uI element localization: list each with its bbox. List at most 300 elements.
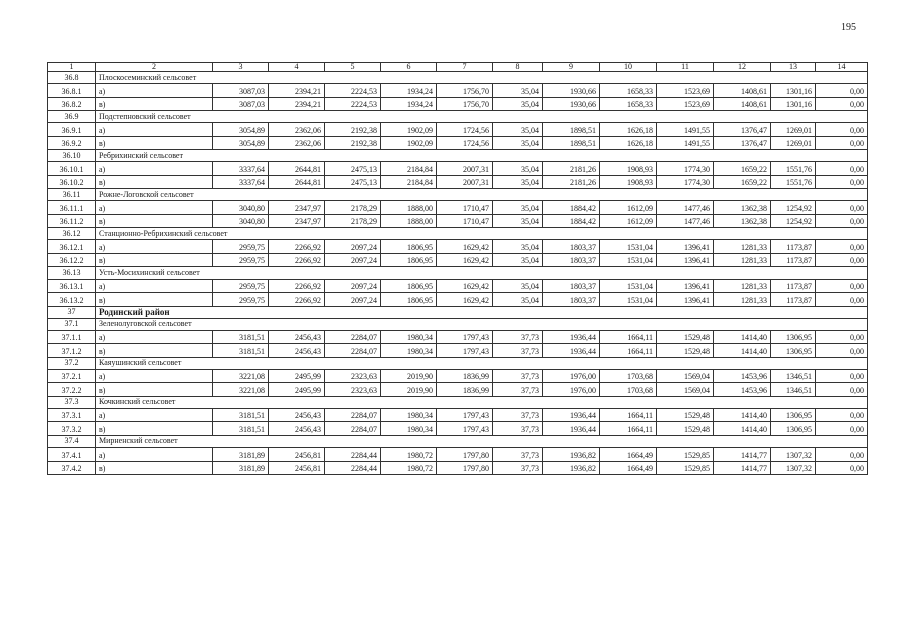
value-cell: 1756,70	[437, 84, 493, 98]
value-cell: 2347,97	[269, 214, 325, 228]
column-number-header: 1	[48, 63, 96, 72]
value-cell: 3181,89	[213, 448, 269, 462]
value-cell: 1529,48	[657, 344, 714, 358]
table-row	[48, 214, 868, 228]
settlement-header-row	[48, 435, 868, 447]
value-cell: 1612,09	[600, 201, 657, 215]
settlement-header-row	[48, 228, 868, 240]
value-cell: 1908,93	[600, 162, 657, 176]
row-code: 36.9	[48, 111, 96, 123]
row-variant: а)	[96, 448, 213, 462]
value-cell: 37,73	[493, 369, 543, 383]
value-cell: 3054,89	[213, 136, 269, 150]
value-cell: 1724,56	[437, 123, 493, 137]
value-cell: 0,00	[816, 175, 868, 189]
value-cell: 1664,11	[600, 344, 657, 358]
value-cell: 0,00	[816, 344, 868, 358]
value-cell: 1306,95	[771, 344, 816, 358]
value-cell: 1888,00	[381, 214, 437, 228]
value-cell: 1306,95	[771, 422, 816, 436]
value-cell: 1884,42	[543, 201, 600, 215]
value-cell: 1664,49	[600, 448, 657, 462]
value-cell: 2362,06	[269, 136, 325, 150]
table-row	[48, 175, 868, 189]
value-cell: 1902,09	[381, 123, 437, 137]
value-cell: 35,04	[493, 136, 543, 150]
value-cell: 2347,97	[269, 201, 325, 215]
value-cell: 2266,92	[269, 240, 325, 254]
value-cell: 2284,44	[325, 448, 381, 462]
table-row	[48, 240, 868, 254]
table-row	[48, 383, 868, 397]
value-cell: 2456,43	[269, 330, 325, 344]
settlement-name: Подстепновский сельсовет	[96, 111, 868, 123]
value-cell: 2097,24	[325, 279, 381, 293]
value-cell: 1797,43	[437, 408, 493, 422]
settlement-header-row	[48, 318, 868, 330]
value-cell: 1664,49	[600, 461, 657, 475]
settlement-name: Мирненский сельсовет	[96, 435, 868, 447]
table-row	[48, 123, 868, 137]
row-code: 36.8	[48, 72, 96, 84]
value-cell: 35,04	[493, 123, 543, 137]
row-code: 36.11	[48, 189, 96, 201]
value-cell: 2959,75	[213, 279, 269, 293]
value-cell: 1529,85	[657, 461, 714, 475]
value-cell: 2475,13	[325, 162, 381, 176]
value-cell: 2192,38	[325, 123, 381, 137]
table-row	[48, 97, 868, 111]
value-cell: 1414,40	[714, 422, 771, 436]
value-cell: 1797,80	[437, 461, 493, 475]
value-cell: 35,04	[493, 279, 543, 293]
value-cell: 1529,48	[657, 408, 714, 422]
settlement-header-row	[48, 111, 868, 123]
value-cell: 1629,42	[437, 293, 493, 307]
value-cell: 37,73	[493, 461, 543, 475]
column-number-row	[48, 63, 868, 72]
value-cell: 1306,95	[771, 330, 816, 344]
value-cell: 1306,95	[771, 408, 816, 422]
value-cell: 1976,00	[543, 369, 600, 383]
row-code: 37.2.1	[48, 369, 96, 383]
row-variant: в)	[96, 422, 213, 436]
value-cell: 1888,00	[381, 201, 437, 215]
row-variant: в)	[96, 136, 213, 150]
column-number-header: 3	[213, 63, 269, 72]
value-cell: 0,00	[816, 97, 868, 111]
value-cell: 1269,01	[771, 136, 816, 150]
value-cell: 2019,90	[381, 369, 437, 383]
value-cell: 0,00	[816, 448, 868, 462]
value-cell: 2284,44	[325, 461, 381, 475]
value-cell: 1396,41	[657, 293, 714, 307]
row-variant: а)	[96, 240, 213, 254]
table-row	[48, 344, 868, 358]
value-cell: 1980,34	[381, 344, 437, 358]
value-cell: 1756,70	[437, 97, 493, 111]
row-variant: в)	[96, 461, 213, 475]
value-cell: 1659,22	[714, 162, 771, 176]
value-cell: 1806,95	[381, 293, 437, 307]
value-cell: 1551,76	[771, 162, 816, 176]
value-cell: 3054,89	[213, 123, 269, 137]
value-cell: 1703,68	[600, 369, 657, 383]
value-cell: 1806,95	[381, 240, 437, 254]
value-cell: 1980,34	[381, 408, 437, 422]
value-cell: 3221,08	[213, 383, 269, 397]
value-cell: 2184,84	[381, 162, 437, 176]
value-cell: 1307,32	[771, 448, 816, 462]
value-cell: 1803,37	[543, 279, 600, 293]
row-variant: в)	[96, 383, 213, 397]
table-row	[48, 253, 868, 267]
value-cell: 1936,82	[543, 448, 600, 462]
value-cell: 1936,44	[543, 408, 600, 422]
value-cell: 1281,33	[714, 253, 771, 267]
value-cell: 3181,51	[213, 344, 269, 358]
value-cell: 35,04	[493, 293, 543, 307]
value-cell: 35,04	[493, 201, 543, 215]
value-cell: 1491,55	[657, 123, 714, 137]
value-cell: 1936,44	[543, 344, 600, 358]
value-cell: 0,00	[816, 162, 868, 176]
column-number-header: 7	[437, 63, 493, 72]
value-cell: 1629,42	[437, 253, 493, 267]
value-cell: 1346,51	[771, 383, 816, 397]
value-cell: 1659,22	[714, 175, 771, 189]
value-cell: 1281,33	[714, 240, 771, 254]
row-variant: в)	[96, 253, 213, 267]
value-cell: 3181,89	[213, 461, 269, 475]
value-cell: 1408,61	[714, 97, 771, 111]
settlement-name: Зеленолуговской сельсовет	[96, 318, 868, 330]
column-number-header: 8	[493, 63, 543, 72]
value-cell: 1836,99	[437, 383, 493, 397]
value-cell: 1362,38	[714, 214, 771, 228]
value-cell: 2097,24	[325, 293, 381, 307]
value-cell: 2007,31	[437, 175, 493, 189]
settlement-header-row	[48, 189, 868, 201]
value-cell: 1307,32	[771, 461, 816, 475]
value-cell: 1898,51	[543, 123, 600, 137]
value-cell: 1803,37	[543, 293, 600, 307]
row-code: 36.12	[48, 228, 96, 240]
column-number-header: 11	[657, 63, 714, 72]
value-cell: 2644,81	[269, 162, 325, 176]
settlement-header-row	[48, 150, 868, 162]
value-cell: 2178,29	[325, 201, 381, 215]
row-variant: а)	[96, 123, 213, 137]
value-cell: 1376,47	[714, 136, 771, 150]
row-code: 36.8.2	[48, 97, 96, 111]
column-number-header: 6	[381, 63, 437, 72]
value-cell: 1612,09	[600, 214, 657, 228]
row-code: 36.13	[48, 267, 96, 279]
value-cell: 1254,92	[771, 214, 816, 228]
row-variant: в)	[96, 175, 213, 189]
column-number-header: 12	[714, 63, 771, 72]
row-code: 36.12.1	[48, 240, 96, 254]
value-cell: 3181,51	[213, 422, 269, 436]
value-cell: 1173,87	[771, 293, 816, 307]
value-cell: 1806,95	[381, 279, 437, 293]
value-cell: 1936,44	[543, 330, 600, 344]
value-cell: 2495,99	[269, 383, 325, 397]
value-cell: 35,04	[493, 240, 543, 254]
value-cell: 0,00	[816, 330, 868, 344]
settlement-name: Усть-Мосихинский сельсовет	[96, 267, 868, 279]
value-cell: 1396,41	[657, 253, 714, 267]
value-cell: 1173,87	[771, 253, 816, 267]
value-cell: 1453,96	[714, 369, 771, 383]
value-cell: 1803,37	[543, 253, 600, 267]
row-code: 37.2.2	[48, 383, 96, 397]
row-variant: а)	[96, 201, 213, 215]
value-cell: 1529,85	[657, 448, 714, 462]
value-cell: 1664,11	[600, 408, 657, 422]
settlement-name: Ребрихинский сельсовет	[96, 150, 868, 162]
row-variant: а)	[96, 162, 213, 176]
value-cell: 1414,40	[714, 408, 771, 422]
row-code: 37.4.2	[48, 461, 96, 475]
value-cell: 1629,42	[437, 279, 493, 293]
region-header-row	[48, 306, 868, 318]
value-cell: 2959,75	[213, 293, 269, 307]
table-row	[48, 279, 868, 293]
value-cell: 1629,42	[437, 240, 493, 254]
page-number: 195	[841, 22, 856, 33]
value-cell: 37,73	[493, 408, 543, 422]
value-cell: 3087,03	[213, 97, 269, 111]
row-code: 36.10.2	[48, 175, 96, 189]
value-cell: 1269,01	[771, 123, 816, 137]
table-row	[48, 162, 868, 176]
row-variant: а)	[96, 279, 213, 293]
row-code: 36.8.1	[48, 84, 96, 98]
value-cell: 3337,64	[213, 162, 269, 176]
value-cell: 3337,64	[213, 175, 269, 189]
value-cell: 2224,53	[325, 97, 381, 111]
value-cell: 35,04	[493, 253, 543, 267]
row-variant: а)	[96, 330, 213, 344]
column-number-header: 2	[96, 63, 213, 72]
value-cell: 1477,46	[657, 201, 714, 215]
value-cell: 2959,75	[213, 253, 269, 267]
value-cell: 37,73	[493, 344, 543, 358]
row-code: 36.13.1	[48, 279, 96, 293]
value-cell: 1414,77	[714, 461, 771, 475]
value-cell: 1980,72	[381, 461, 437, 475]
value-cell: 1301,16	[771, 84, 816, 98]
value-cell: 1898,51	[543, 136, 600, 150]
value-cell: 1980,72	[381, 448, 437, 462]
value-cell: 35,04	[493, 162, 543, 176]
value-cell: 1626,18	[600, 123, 657, 137]
row-code: 36.9.1	[48, 123, 96, 137]
value-cell: 1930,66	[543, 97, 600, 111]
value-cell: 37,73	[493, 422, 543, 436]
value-cell: 1797,43	[437, 330, 493, 344]
value-cell: 0,00	[816, 369, 868, 383]
value-cell: 1173,87	[771, 240, 816, 254]
value-cell: 2284,07	[325, 408, 381, 422]
row-code: 37.4	[48, 435, 96, 447]
value-cell: 37,73	[493, 330, 543, 344]
value-cell: 3087,03	[213, 84, 269, 98]
value-cell: 1710,47	[437, 214, 493, 228]
value-cell: 1934,24	[381, 84, 437, 98]
value-cell: 35,04	[493, 84, 543, 98]
value-cell: 1396,41	[657, 240, 714, 254]
table-row	[48, 84, 868, 98]
value-cell: 1414,40	[714, 330, 771, 344]
value-cell: 2394,21	[269, 84, 325, 98]
table-row	[48, 369, 868, 383]
value-cell: 2362,06	[269, 123, 325, 137]
row-code: 36.10	[48, 150, 96, 162]
value-cell: 1254,92	[771, 201, 816, 215]
row-code: 37.2	[48, 357, 96, 369]
table-row	[48, 293, 868, 307]
value-cell: 1797,43	[437, 344, 493, 358]
value-cell: 1724,56	[437, 136, 493, 150]
value-cell: 2475,13	[325, 175, 381, 189]
value-cell: 1797,43	[437, 422, 493, 436]
value-cell: 1664,11	[600, 422, 657, 436]
row-variant: в)	[96, 293, 213, 307]
row-code: 36.11.1	[48, 201, 96, 215]
settlement-header-row	[48, 72, 868, 84]
value-cell: 2019,90	[381, 383, 437, 397]
value-cell: 1414,77	[714, 448, 771, 462]
value-cell: 1626,18	[600, 136, 657, 150]
value-cell: 2266,92	[269, 279, 325, 293]
value-cell: 2192,38	[325, 136, 381, 150]
value-cell: 1301,16	[771, 97, 816, 111]
value-cell: 1523,69	[657, 84, 714, 98]
value-cell: 1934,24	[381, 97, 437, 111]
value-cell: 2456,81	[269, 461, 325, 475]
settlement-header-row	[48, 267, 868, 279]
row-code: 36.12.2	[48, 253, 96, 267]
value-cell: 0,00	[816, 240, 868, 254]
value-cell: 1703,68	[600, 383, 657, 397]
value-cell: 0,00	[816, 136, 868, 150]
row-code: 37	[48, 306, 96, 318]
value-cell: 1281,33	[714, 293, 771, 307]
value-cell: 0,00	[816, 214, 868, 228]
value-cell: 0,00	[816, 408, 868, 422]
row-code: 37.3	[48, 396, 96, 408]
row-code: 36.13.2	[48, 293, 96, 307]
value-cell: 1936,44	[543, 422, 600, 436]
settlement-name: Плоскосеминский сельсовет	[96, 72, 868, 84]
value-cell: 1658,33	[600, 84, 657, 98]
value-cell: 0,00	[816, 253, 868, 267]
value-cell: 0,00	[816, 422, 868, 436]
value-cell: 1836,99	[437, 369, 493, 383]
value-cell: 35,04	[493, 214, 543, 228]
value-cell: 2284,07	[325, 344, 381, 358]
value-cell: 3181,51	[213, 330, 269, 344]
value-cell: 1396,41	[657, 279, 714, 293]
value-cell: 1529,48	[657, 422, 714, 436]
value-cell: 1980,34	[381, 422, 437, 436]
row-code: 36.9.2	[48, 136, 96, 150]
value-cell: 1453,96	[714, 383, 771, 397]
value-cell: 1797,80	[437, 448, 493, 462]
value-cell: 2456,43	[269, 422, 325, 436]
row-variant: а)	[96, 408, 213, 422]
value-cell: 1658,33	[600, 97, 657, 111]
value-cell: 1491,55	[657, 136, 714, 150]
value-cell: 3040,80	[213, 201, 269, 215]
value-cell: 3040,80	[213, 214, 269, 228]
value-cell: 1531,04	[600, 293, 657, 307]
column-number-header: 10	[600, 63, 657, 72]
settlement-name: Каяушинский сельсовет	[96, 357, 868, 369]
value-cell: 1408,61	[714, 84, 771, 98]
value-cell: 1710,47	[437, 201, 493, 215]
value-cell: 1529,48	[657, 330, 714, 344]
value-cell: 1902,09	[381, 136, 437, 150]
value-cell: 1531,04	[600, 253, 657, 267]
value-cell: 3181,51	[213, 408, 269, 422]
row-variant: а)	[96, 84, 213, 98]
table-row	[48, 201, 868, 215]
row-code: 36.10.1	[48, 162, 96, 176]
value-cell: 1551,76	[771, 175, 816, 189]
value-cell: 0,00	[816, 461, 868, 475]
value-cell: 1774,30	[657, 175, 714, 189]
value-cell: 1569,04	[657, 383, 714, 397]
value-cell: 2394,21	[269, 97, 325, 111]
value-cell: 1362,38	[714, 201, 771, 215]
value-cell: 1908,93	[600, 175, 657, 189]
column-number-header: 9	[543, 63, 600, 72]
value-cell: 0,00	[816, 84, 868, 98]
row-code: 37.3.2	[48, 422, 96, 436]
value-cell: 2266,92	[269, 253, 325, 267]
value-cell: 2181,26	[543, 175, 600, 189]
value-cell: 1531,04	[600, 240, 657, 254]
column-number-header: 14	[816, 63, 868, 72]
value-cell: 1523,69	[657, 97, 714, 111]
table-row	[48, 422, 868, 436]
value-cell: 2284,07	[325, 422, 381, 436]
value-cell: 2184,84	[381, 175, 437, 189]
table-row	[48, 408, 868, 422]
value-cell: 0,00	[816, 279, 868, 293]
table-row	[48, 136, 868, 150]
row-variant: в)	[96, 214, 213, 228]
column-number-header: 5	[325, 63, 381, 72]
value-cell: 1281,33	[714, 279, 771, 293]
row-code: 37.1.2	[48, 344, 96, 358]
value-cell: 2456,81	[269, 448, 325, 462]
row-code: 37.1	[48, 318, 96, 330]
table-row	[48, 461, 868, 475]
settlement-header-row	[48, 357, 868, 369]
value-cell: 1774,30	[657, 162, 714, 176]
value-cell: 2097,24	[325, 253, 381, 267]
column-number-header: 4	[269, 63, 325, 72]
row-variant: в)	[96, 344, 213, 358]
value-cell: 37,73	[493, 383, 543, 397]
value-cell: 2178,29	[325, 214, 381, 228]
value-cell: 1806,95	[381, 253, 437, 267]
